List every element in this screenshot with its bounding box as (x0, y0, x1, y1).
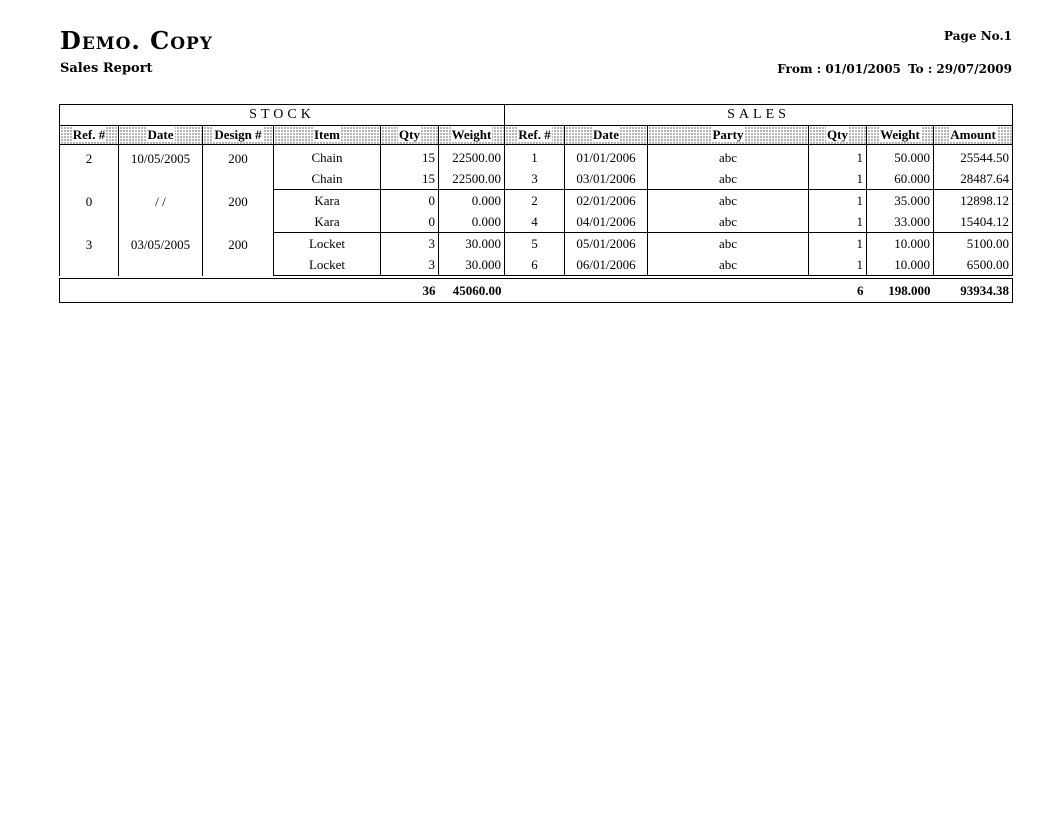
stock-weight-cell: 30.000 (439, 254, 505, 276)
stock-ref-header (60, 126, 119, 145)
sales-date-cell: 02/01/2006 (565, 190, 648, 212)
sales-amount-cell: 15404.12 (934, 211, 1013, 233)
stock-date-header (119, 126, 203, 145)
date-to: To : 29/07/2009 (908, 62, 1012, 76)
sales-ref-cell: 2 (505, 190, 565, 212)
column-header-label: Ref. # (72, 127, 106, 142)
stock-weight-cell: 22500.00 (439, 168, 505, 190)
sales-party-cell: abc (648, 254, 809, 276)
stock-date-cell: / / (119, 190, 203, 233)
sales-qty-cell: 1 (809, 233, 867, 255)
stock-group (60, 147, 1013, 190)
sales-section-header: SALES (505, 105, 1013, 126)
stock-qty-cell: 3 (381, 254, 439, 276)
stock-design-cell: 200 (203, 147, 274, 190)
sales-party-cell: abc (648, 233, 809, 255)
sales-qty-cell: 1 (809, 190, 867, 212)
stock-qty-cell: 0 (381, 190, 439, 212)
totals-spacer (60, 279, 381, 303)
sales-party-header (648, 126, 809, 145)
column-header-label: Weight (451, 127, 492, 142)
company-name: Demo. Copy (60, 26, 213, 55)
column-header-label: Qty (399, 127, 420, 142)
stock-ref-cell: 3 (60, 233, 119, 276)
totals-row (60, 279, 1013, 303)
total-sales-qty: 6 (809, 279, 867, 303)
stock-item-cell: Kara (274, 211, 381, 233)
sales-weight-header (867, 126, 934, 145)
sales-ref-cell: 3 (505, 168, 565, 190)
total-sales-weight: 198.000 (867, 279, 934, 303)
sales-date-cell: 01/01/2006 (565, 147, 648, 168)
stock-qty-header (381, 126, 439, 145)
stock-group (60, 233, 1013, 276)
sales-weight-cell: 33.000 (867, 211, 934, 233)
total-sales-amount: 93934.38 (934, 279, 1013, 303)
sales-weight-cell: 50.000 (867, 147, 934, 168)
stock-weight-cell: 0.000 (439, 190, 505, 212)
page-number: Page No.1 (944, 29, 1012, 43)
sales-weight-cell: 10.000 (867, 233, 934, 255)
stock-item-header (274, 126, 381, 145)
sales-qty-cell: 1 (809, 168, 867, 190)
stock-weight-cell: 30.000 (439, 233, 505, 255)
stock-item-cell: Chain (274, 168, 381, 190)
column-header-label: Ref. # (518, 127, 551, 142)
sales-party-cell: abc (648, 190, 809, 212)
sales-ref-header (505, 126, 565, 145)
sales-party-cell: abc (648, 147, 809, 168)
stock-item-cell: Locket (274, 233, 381, 255)
sales-date-cell: 06/01/2006 (565, 254, 648, 276)
sales-weight-cell: 60.000 (867, 168, 934, 190)
sales-qty-cell: 1 (809, 147, 867, 168)
stock-weight-cell: 0.000 (439, 211, 505, 233)
report-title: Sales Report (60, 61, 153, 76)
sales-party-cell: abc (648, 211, 809, 233)
stock-weight-cell: 22500.00 (439, 147, 505, 168)
sales-date-header (565, 126, 648, 145)
sales-ref-cell: 1 (505, 147, 565, 168)
stock-qty-cell: 3 (381, 233, 439, 255)
stock-qty-cell: 15 (381, 168, 439, 190)
stock-section-header: STOCK (60, 105, 505, 126)
column-header-label: Party (712, 127, 744, 142)
stock-design-cell: 200 (203, 190, 274, 233)
column-header-label: Item (314, 127, 340, 142)
column-header-label: Date (593, 127, 619, 142)
total-stock-weight: 45060.00 (439, 279, 505, 303)
stock-group (60, 190, 1013, 233)
date-range (777, 62, 1012, 76)
stock-weight-header (439, 126, 505, 145)
column-header-label: Date (147, 127, 174, 142)
sales-amount-cell: 25544.50 (934, 147, 1013, 168)
sales-weight-cell: 10.000 (867, 254, 934, 276)
column-header-label: Weight (880, 127, 920, 142)
sales-ref-cell: 6 (505, 254, 565, 276)
sales-amount-cell: 5100.00 (934, 233, 1013, 255)
sales-party-cell: abc (648, 168, 809, 190)
column-header-label: Amount (950, 127, 996, 142)
sales-qty-cell: 1 (809, 211, 867, 233)
total-stock-qty: 36 (381, 279, 439, 303)
table-row (60, 233, 1013, 255)
sales-amount-header (934, 126, 1013, 145)
sales-date-cell: 03/01/2006 (565, 168, 648, 190)
stock-ref-cell: 2 (60, 147, 119, 190)
sales-report-table (59, 104, 1013, 303)
stock-item-cell: Chain (274, 147, 381, 168)
sales-amount-cell: 12898.12 (934, 190, 1013, 212)
stock-design-cell: 200 (203, 233, 274, 276)
sales-amount-cell: 28487.64 (934, 168, 1013, 190)
sales-ref-cell: 5 (505, 233, 565, 255)
column-header-label: Qty (827, 127, 848, 142)
column-header-label: Design # (214, 127, 262, 142)
stock-design-header (203, 126, 274, 145)
stock-qty-cell: 15 (381, 147, 439, 168)
totals-spacer (505, 279, 809, 303)
stock-date-cell: 10/05/2005 (119, 147, 203, 190)
stock-date-cell: 03/05/2005 (119, 233, 203, 276)
sales-qty-header (809, 126, 867, 145)
stock-item-cell: Kara (274, 190, 381, 212)
sales-date-cell: 04/01/2006 (565, 211, 648, 233)
table-row (60, 190, 1013, 212)
stock-item-cell: Locket (274, 254, 381, 276)
stock-qty-cell: 0 (381, 211, 439, 233)
sales-amount-cell: 6500.00 (934, 254, 1013, 276)
sales-qty-cell: 1 (809, 254, 867, 276)
sales-date-cell: 05/01/2006 (565, 233, 648, 255)
sales-ref-cell: 4 (505, 211, 565, 233)
table-row (60, 147, 1013, 168)
sales-weight-cell: 35.000 (867, 190, 934, 212)
stock-ref-cell: 0 (60, 190, 119, 233)
date-from: From : 01/01/2005 (777, 62, 901, 76)
